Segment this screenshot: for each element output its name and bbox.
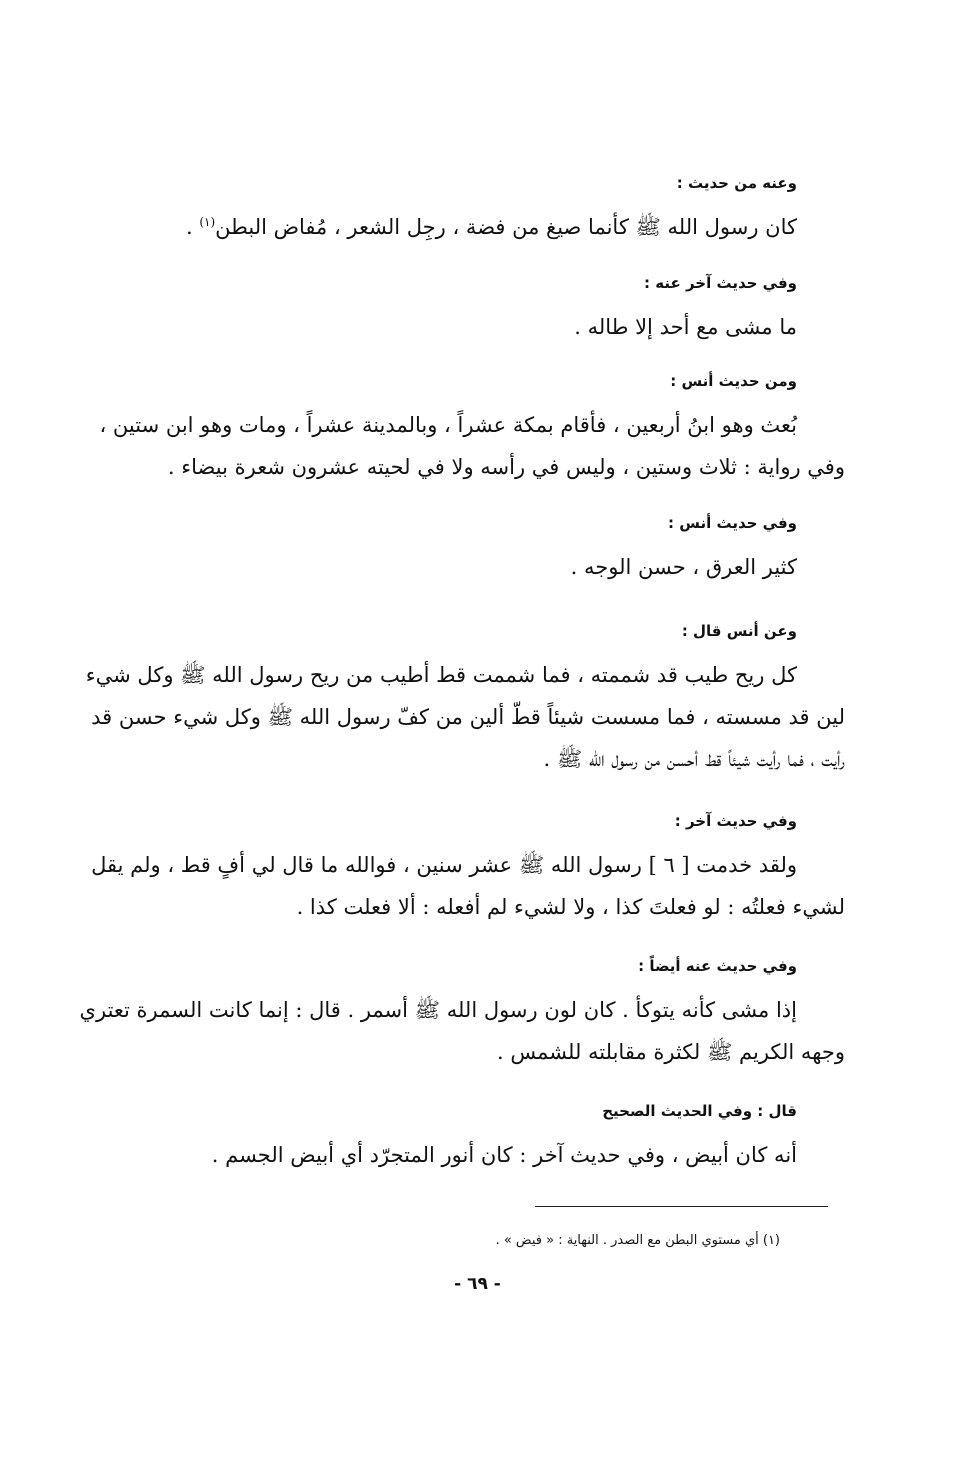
text-line: كل ريح طيب قد شممته ، فما شممت قط أطيب من ريح رسول الله ﷺ وكل شيء	[85, 663, 797, 687]
text-line: أنه كان أبيض ، وفي حديث آخر : كان أنور المتجرّد أي أبيض الجسم .	[211, 1143, 797, 1167]
section-1	[130, 172, 845, 248]
text-line: رأيت ، فما رأيت شيئاً قط أحسن من رسول الله ﷺ .	[543, 747, 845, 771]
text-line: لشيء فعلتُه : لو فعلتَ كذا ، ولا لشيء لم أفعله : ألا فعلت كذا .	[296, 895, 845, 919]
footnote-text: (١) أي مستوي البطن مع الصدر . النهاية : « فيض » .	[495, 1233, 780, 1248]
section-8	[130, 1100, 845, 1176]
footnote-divider	[535, 1206, 828, 1207]
text-line: ولقد خدمت [ ٦ ] رسول الله ﷺ عشر سنين ، فوالله ما قال لي أفٍ قط ، ولم يقل	[91, 853, 797, 877]
section-heading: قال : وفي الحديث الصحيح	[602, 1102, 797, 1120]
section-heading: وفي حديث أنس :	[668, 514, 797, 532]
text-line: كان رسول الله ﷺ كأنما صيغ من فضة ، رجِل الشعر ، مُفاض البطن$^{(١)}$ .	[185, 215, 797, 239]
section-heading: وعن أنس قال :	[681, 622, 797, 640]
text-line: وجهه الكريم ﷺ لكثرة مقابلته للشمس .	[497, 1040, 845, 1064]
section-4	[130, 512, 845, 588]
page-number: - ٦٩ -	[454, 1274, 501, 1294]
text-line: بُعث وهو ابنُ أربعين ، فأقام بمكة عشراً ، وبالمدينة عشراً ، ومات وهو ابن ستين ،	[99, 413, 797, 437]
section-2	[130, 272, 845, 348]
text-line: كثير العرق ، حسن الوجه .	[570, 555, 797, 579]
text-line: ما مشى مع أحد إلا طاله .	[574, 315, 797, 339]
section-5	[85, 620, 845, 780]
section-7	[79, 955, 845, 1073]
text-line: وفي رواية : ثلاث وستين ، وليس في رأسه ولا في لحيته عشرون شعرة بيضاء .	[167, 455, 845, 479]
section-heading: وفي حديث آخر عنه :	[644, 274, 797, 292]
section-heading: وفي حديث آخر :	[674, 812, 797, 830]
section-heading: وعنه من حديث :	[676, 174, 797, 192]
section-heading: ومن حديث أنس :	[670, 372, 797, 390]
section-6	[91, 810, 845, 928]
text-line: إذا مشى كأنه يتوكأ . كان لون رسول الله ﷺ أسمر . قال : إنما كانت السمرة تعتري	[79, 998, 797, 1022]
footnote-marker[interactable]: (١)	[199, 215, 216, 229]
section-heading: وفي حديث عنه أيضاً :	[638, 957, 797, 975]
text-line: لين قد مسسته ، فما مسست شيئاً قطّ ألين من كفّ رسول الله ﷺ وكل شيء حسن قد	[91, 705, 845, 729]
section-3	[99, 370, 845, 488]
